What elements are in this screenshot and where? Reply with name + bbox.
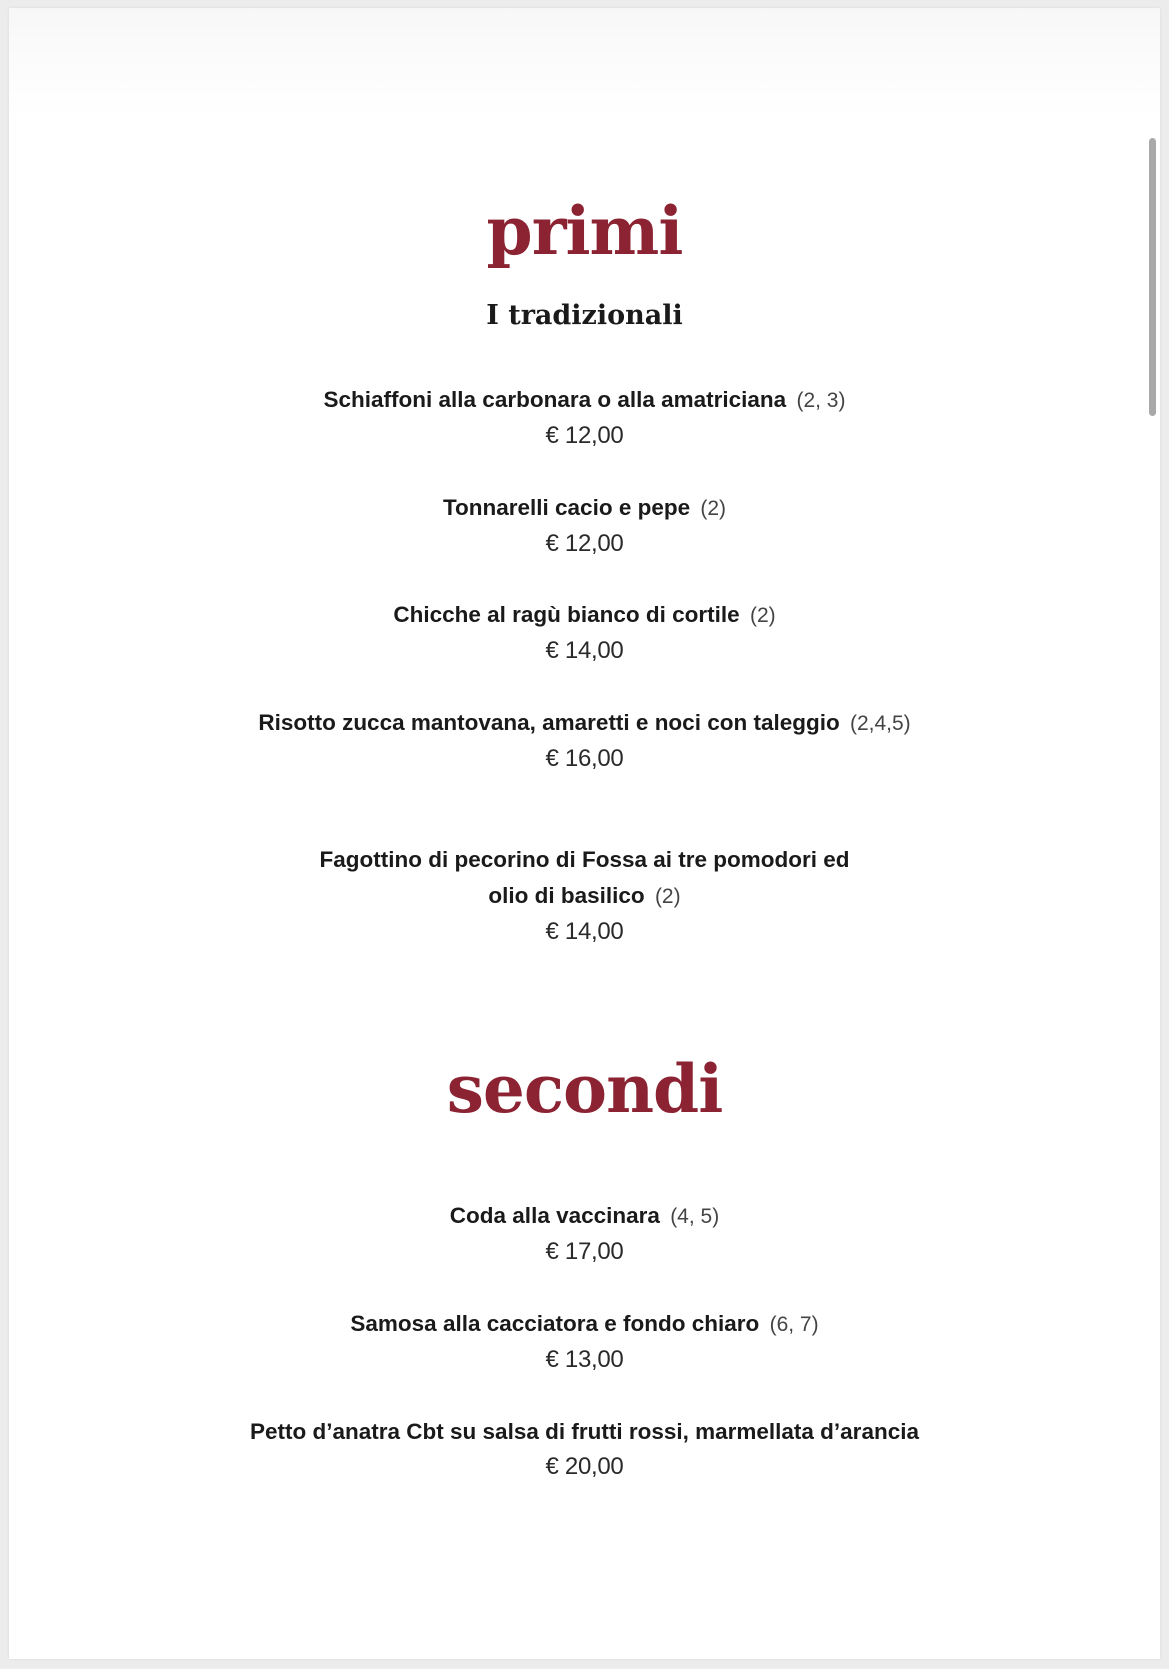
menu-item-name-line1: Fagottino di pecorino di Fossa ai tre pomodori ed [319,847,850,872]
menu-item-allergens: (2) [700,497,727,520]
menu-item-name: Risotto zucca mantovana, amaretti e noci con taleggio (2,4,5) [258,710,911,735]
vertical-scrollbar[interactable] [1146,126,1158,1546]
menu-page [9,8,1160,1659]
menu-item-price: € 20,00 [545,1453,624,1480]
menu-item-price: € 14,00 [545,637,624,664]
top-fade [9,8,1160,118]
menu-item [9,1306,1160,1377]
menu-item-allergens: (6, 7) [769,1313,819,1336]
menu-item-price: € 12,00 [545,422,624,449]
menu-item-name: Coda alla vaccinara (4, 5) [449,1203,720,1228]
menu-item [9,382,1160,453]
menu-item-allergens: (2, 3) [796,389,846,412]
menu-item [9,842,1160,949]
menu-item [9,597,1160,668]
section-title-primi: primi [486,192,683,270]
menu-item-name: olio di basilico (2) [488,883,681,908]
menu-item-price: € 13,00 [545,1346,624,1373]
menu-item-allergens: (4, 5) [670,1205,720,1228]
menu-item-allergens: (2) [749,604,776,627]
menu-item-name: Samosa alla cacciatora e fondo chiaro (6, 7) [350,1311,819,1336]
menu-item [9,1414,1160,1484]
menu-item-name: Tonnarelli cacio e pepe (2) [442,495,727,520]
menu-item-price: € 17,00 [545,1238,624,1265]
menu-item [9,705,1160,776]
section-title-secondi: secondi [446,1050,723,1128]
menu-item-price: € 12,00 [545,530,624,557]
menu-item-price: € 14,00 [545,918,624,945]
menu-item-allergens: (2,4,5) [849,712,911,735]
menu-item [9,490,1160,561]
scrollbar-thumb[interactable] [1149,138,1156,416]
menu-item-price: € 16,00 [545,745,624,772]
menu-item-name: Chicche al ragù bianco di cortile (2) [393,602,776,627]
section-subtitle-tradizionali: I tradizionali [486,300,683,331]
menu-item [9,1198,1160,1269]
menu-item-name: Petto d’anatra Cbt su salsa di frutti rossi, marmellata d’arancia [250,1419,919,1444]
menu-item-name: Schiaffoni alla carbonara o alla amatriciana (2, 3) [323,387,846,412]
menu-item-allergens: (2) [654,885,681,908]
